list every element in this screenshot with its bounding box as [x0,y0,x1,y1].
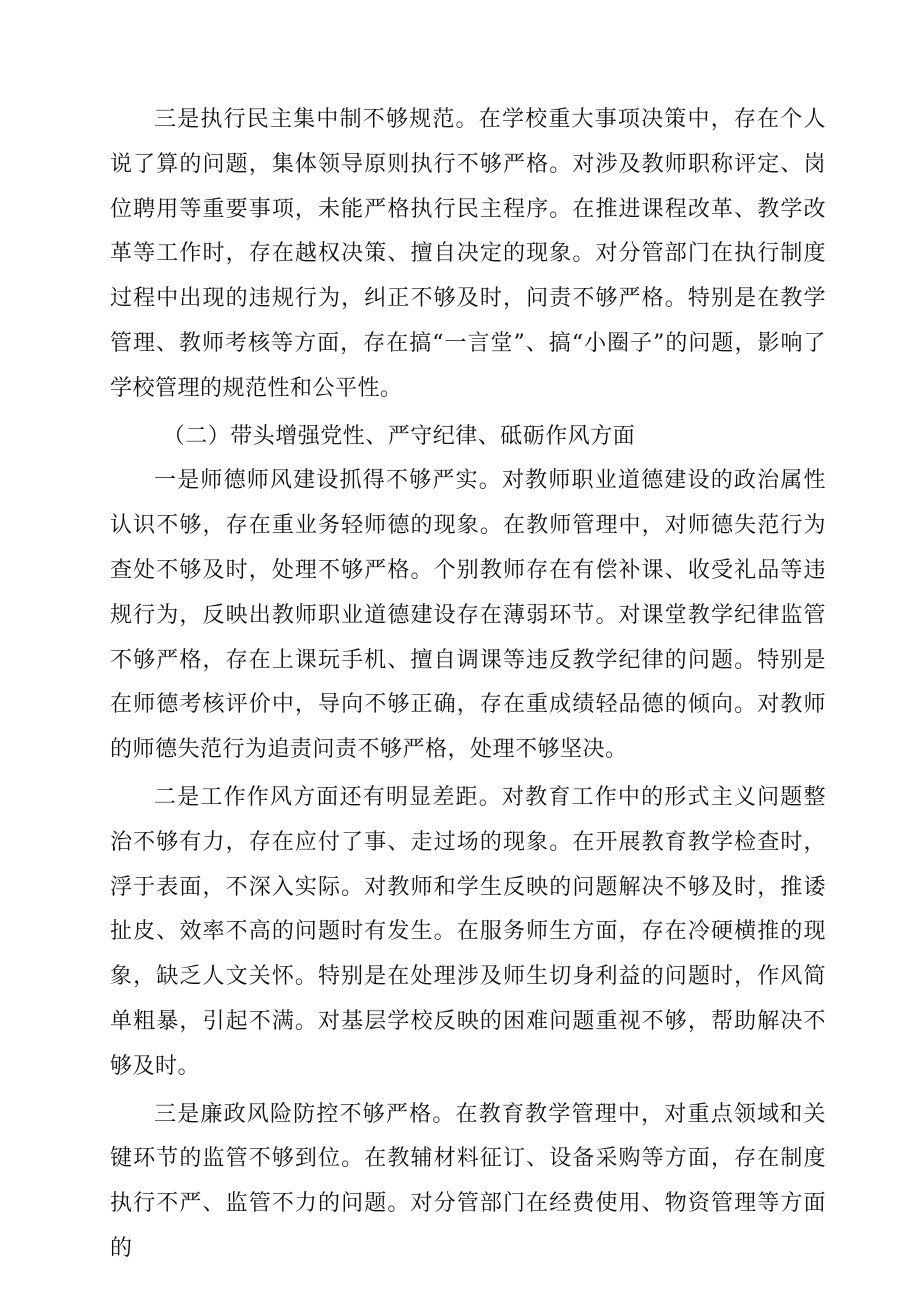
paragraph-work-style: 二是工作作风方面还有明显差距。对教育工作中的形式主义问题整治不够有力，存在应付了事、走过场的现象。在开展教育教学检查时，浮于表面，不深入实际。对教师和学生反映的问题解决不够及时，推诿扯皮、效率不高的问题时有发生。在服务师生方面，存在冷硬横推的现象，缺乏人文关怀。特别是在处理涉及师生切身利益的问题时，作风简单粗暴，引起不满。对基层学校反映的困难问题重视不够，帮助解决不够及时。 [110,784,826,1079]
paragraph-democratic-centralism: 三是执行民主集中制不够规范。在学校重大事项决策中，存在个人说了算的问题，集体领导原则执行不够严格。对涉及教师职称评定、岗位聘用等重要事项，未能严格执行民主程序。在推进课程改革、教学改革等工作时，存在越权决策、擅自决定的现象。对分管部门在执行制度过程中出现的违规行为，纠正不够及时，问责不够严格。特别是在教学管理、教师考核等方面，存在搞“一言堂”、搞“小圈子”的问题，影响了学校管理的规范性和公平性。 [110,107,826,401]
paragraph-integrity-risk: 三是廉政风险防控不够严格。在教育教学管理中，对重点领域和关键环节的监管不够到位。在教辅材料征订、设备采购等方面，存在制度执行不严、监管不力的问题。对分管部门在经费使用、物资管理等方面的 [110,1101,826,1261]
paragraph-teacher-ethics: 一是师德师风建设抓得不够严实。对教师职业道德建设的政治属性认识不够，存在重业务轻师德的现象。在教师管理中，对师德失范行为查处不够及时，处理不够严格。个别教师存在有偿补课、收受礼品等违规行为，反映出教师职业道德建设存在薄弱环节。对课堂教学纪律监管不够严格，存在上课玩手机、擅自调课等违反教学纪律的问题。特别是在师德考核评价中，导向不够正确，存在重成绩轻品德的倾向。对教师的师德失范行为追责问责不够严格，处理不够坚决。 [110,468,826,763]
document-body [110,98,826,1275]
section-heading-2: （二）带头增强党性、严守纪律、砥砺作风方面 [162,423,636,449]
